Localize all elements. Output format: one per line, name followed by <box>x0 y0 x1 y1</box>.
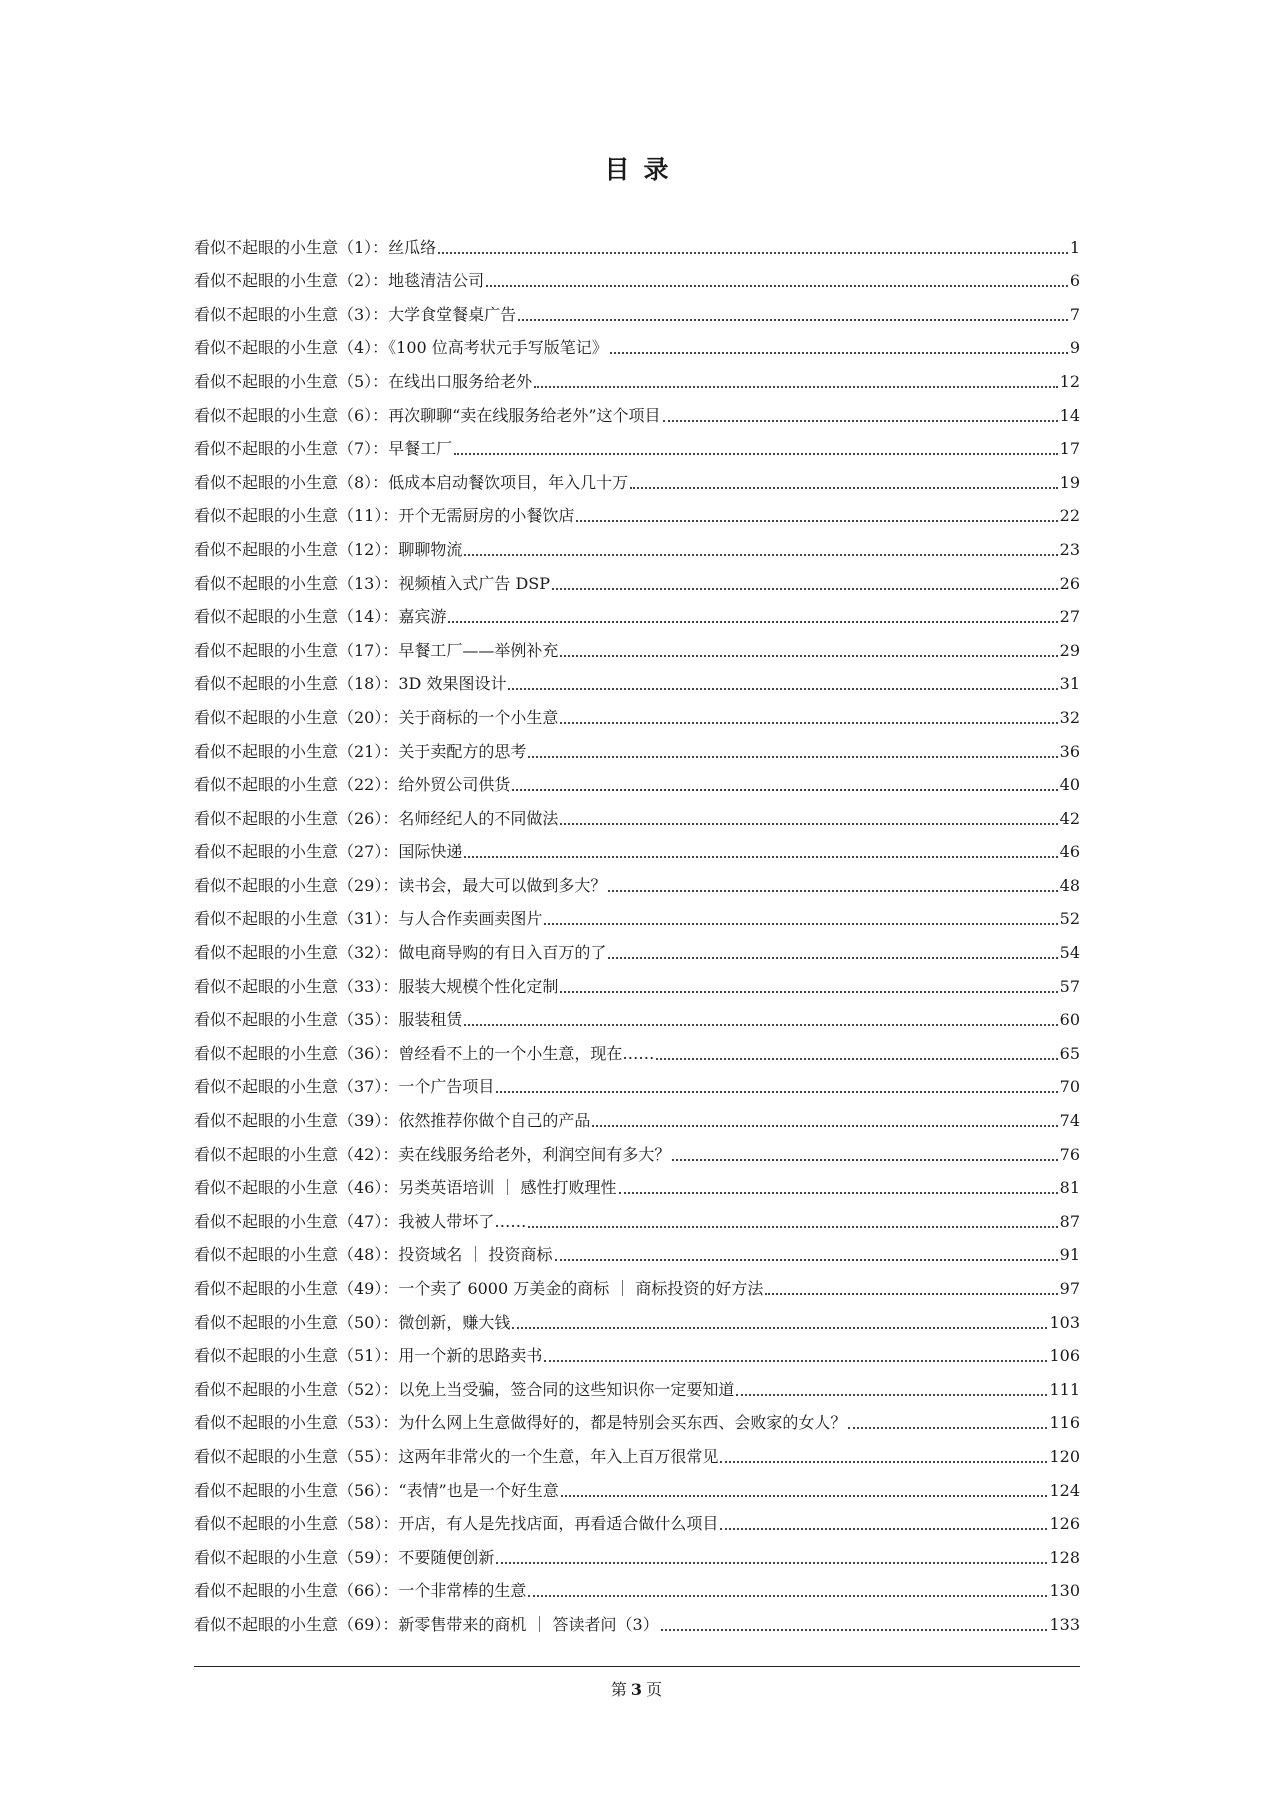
toc-entry[interactable] <box>194 1064 1080 1098</box>
toc-entry-title: 看似不起眼的小生意（22）：给外贸公司供货 <box>194 775 511 795</box>
toc-entry-title: 看似不起眼的小生意（26）：名师经纪人的不同做法 <box>194 808 559 828</box>
toc-entry[interactable] <box>194 459 1080 493</box>
toc-entry[interactable] <box>194 762 1080 796</box>
toc-dot-leader <box>610 351 1068 354</box>
toc-entry-title: 看似不起眼的小生意（48）：投资域名 ｜ 投资商标 <box>194 1245 553 1265</box>
toc-entry[interactable] <box>194 594 1080 628</box>
toc-entry[interactable] <box>194 694 1080 728</box>
toc-dot-leader <box>512 788 1057 791</box>
toc-entry-title: 看似不起眼的小生意（69）：新零售带来的商机 ｜ 答读者问（3） <box>194 1614 659 1634</box>
toc-dot-leader <box>848 1426 1047 1429</box>
toc-entry-title: 看似不起眼的小生意（50）：微创新，赚大钱 <box>194 1312 511 1332</box>
toc-entry-page-number: 52 <box>1059 909 1080 929</box>
toc-entry-page-number: 48 <box>1059 875 1080 895</box>
toc-dot-leader <box>512 1326 1047 1329</box>
toc-entry-page-number: 32 <box>1059 707 1080 727</box>
toc-dot-leader <box>608 956 1057 959</box>
toc-entry-title: 看似不起眼的小生意（17）：早餐工厂——举例补充 <box>194 640 559 660</box>
table-of-contents <box>194 224 1080 1635</box>
toc-dot-leader <box>464 1023 1057 1026</box>
toc-entry[interactable] <box>194 1299 1080 1333</box>
toc-entry-page-number: 40 <box>1059 775 1080 795</box>
toc-entry-title: 看似不起眼的小生意（32）：做电商导购的有日入百万的了 <box>194 943 607 963</box>
toc-entry[interactable] <box>194 1467 1080 1501</box>
toc-entry[interactable] <box>194 325 1080 359</box>
toc-entry[interactable] <box>194 627 1080 661</box>
toc-entry-page-number: 65 <box>1059 1043 1080 1063</box>
toc-entry-page-number: 120 <box>1049 1446 1080 1466</box>
toc-entry[interactable] <box>194 829 1080 863</box>
toc-entry-page-number: 130 <box>1049 1581 1080 1601</box>
toc-entry-title: 看似不起眼的小生意（3）：大学食堂餐桌广告 <box>194 304 517 324</box>
toc-entry-page-number: 124 <box>1049 1480 1080 1500</box>
toc-entry-title: 看似不起眼的小生意（59）：不要随便创新 <box>194 1547 495 1567</box>
toc-entry[interactable] <box>194 997 1080 1031</box>
toc-entry-page-number: 103 <box>1049 1312 1080 1332</box>
toc-entry-title: 看似不起眼的小生意（6）：再次聊聊“卖在线服务给老外”这个项目 <box>194 405 661 425</box>
toc-entry[interactable] <box>194 728 1080 762</box>
toc-entry-title: 看似不起眼的小生意（51）：用一个新的思路卖书 <box>194 1346 543 1366</box>
footer-prefix: 第 <box>610 1680 627 1699</box>
toc-entry-page-number: 126 <box>1049 1514 1080 1534</box>
toc-entry[interactable] <box>194 1097 1080 1131</box>
toc-entry-title: 看似不起眼的小生意（47）：我被人带坏了…… <box>194 1211 527 1231</box>
toc-dot-leader <box>619 1191 1058 1194</box>
toc-dot-leader <box>464 553 1057 556</box>
toc-entry[interactable] <box>194 1165 1080 1199</box>
toc-dot-leader <box>736 1393 1047 1396</box>
toc-dot-leader <box>528 1225 1057 1228</box>
toc-entry-title: 看似不起眼的小生意（4）：《100 位高考状元手写版笔记》 <box>194 338 608 358</box>
toc-entry[interactable] <box>194 426 1080 460</box>
toc-dot-leader <box>561 1494 1048 1497</box>
toc-entry[interactable] <box>194 1568 1080 1602</box>
toc-entry-title: 看似不起眼的小生意（42）：卖在线服务给老外，利润空间有多大？ <box>194 1144 671 1164</box>
toc-entry-title: 看似不起眼的小生意（55）：这两年非常火的一个生意，年入上百万很常见 <box>194 1446 719 1466</box>
toc-entry-page-number: 111 <box>1049 1379 1080 1399</box>
toc-dot-leader <box>528 1594 1047 1597</box>
toc-entry-page-number: 54 <box>1059 943 1080 963</box>
toc-entry-title: 看似不起眼的小生意（46）：另类英语培训 ｜ 感性打败理性 <box>194 1178 617 1198</box>
page-title: 目录 <box>604 155 683 184</box>
toc-dot-leader <box>672 1158 1057 1161</box>
toc-entry-title: 看似不起眼的小生意（20）：关于商标的一个小生意 <box>194 707 559 727</box>
toc-entry[interactable] <box>194 1198 1080 1232</box>
toc-entry[interactable] <box>194 661 1080 695</box>
toc-entry-title: 看似不起眼的小生意（13）：视频植入式广告 DSP <box>194 573 551 593</box>
toc-entry-title: 看似不起眼的小生意（66）：一个非常棒的生意 <box>194 1581 527 1601</box>
toc-entry-title: 看似不起眼的小生意（53）：为什么网上生意做得好的，都是特别会买东西、会败家的女人？ <box>194 1413 847 1433</box>
toc-entry-page-number: 23 <box>1059 539 1080 559</box>
toc-entry-title: 看似不起眼的小生意（29）：读书会，最大可以做到多大？ <box>194 875 607 895</box>
toc-entry-title: 看似不起眼的小生意（5）：在线出口服务给老外 <box>194 371 533 391</box>
toc-entry-page-number: 60 <box>1059 1010 1080 1030</box>
footer-page-number: 3 <box>630 1680 643 1699</box>
toc-entry-page-number: 46 <box>1059 842 1080 862</box>
toc-entry[interactable] <box>194 392 1080 426</box>
toc-entry[interactable] <box>194 795 1080 829</box>
toc-entry-page-number: 76 <box>1059 1144 1080 1164</box>
toc-entry-title: 看似不起眼的小生意（21）：关于卖配方的思考 <box>194 741 527 761</box>
toc-entry[interactable] <box>194 1131 1080 1165</box>
toc-entry-page-number: 128 <box>1049 1547 1080 1567</box>
toc-entry-title: 看似不起眼的小生意（8）：低成本启动餐饮项目，年入几十万 <box>194 472 629 492</box>
toc-entry-title: 看似不起眼的小生意（58）：开店，有人是先找店面，再看适合做什么项目 <box>194 1514 719 1534</box>
toc-entry-title: 看似不起眼的小生意（18）：3D 效果图设计 <box>194 674 507 694</box>
toc-dot-leader <box>544 1359 1047 1362</box>
toc-dot-leader <box>592 1124 1057 1127</box>
toc-dot-leader <box>448 620 1057 623</box>
toc-entry-title: 看似不起眼的小生意（39）：依然推荐你做个自己的产品 <box>194 1111 591 1131</box>
toc-entry[interactable] <box>194 258 1080 292</box>
toc-entry-title: 看似不起眼的小生意（52）：以免上当受骗，签合同的这些知识你一定要知道 <box>194 1379 735 1399</box>
toc-entry-page-number: 97 <box>1059 1279 1080 1298</box>
toc-entry[interactable] <box>194 1501 1080 1535</box>
toc-dot-leader <box>608 889 1057 892</box>
toc-entry-page-number: 133 <box>1049 1614 1080 1634</box>
toc-entry[interactable] <box>194 1265 1080 1299</box>
toc-entry[interactable] <box>194 1400 1080 1434</box>
toc-entry-page-number: 81 <box>1059 1178 1080 1198</box>
toc-entry-title: 看似不起眼的小生意（35）：服装租赁 <box>194 1010 463 1030</box>
toc-dot-leader <box>560 721 1057 724</box>
toc-dot-leader <box>544 922 1057 925</box>
toc-dot-leader <box>528 755 1057 758</box>
toc-entry[interactable] <box>194 1433 1080 1467</box>
toc-entry-page-number: 116 <box>1049 1413 1080 1433</box>
toc-entry-page-number: 27 <box>1059 607 1080 627</box>
toc-entry-page-number: 1 <box>1069 237 1080 257</box>
toc-dot-leader <box>508 687 1057 690</box>
toc-entry-page-number: 42 <box>1059 808 1080 828</box>
toc-entry-title: 看似不起眼的小生意（1）：丝瓜络 <box>194 237 437 257</box>
toc-dot-leader <box>720 1527 1047 1530</box>
toc-entry[interactable] <box>194 963 1080 997</box>
toc-entry[interactable] <box>194 1333 1080 1367</box>
toc-entry-title: 看似不起眼的小生意（11）：开个无需厨房的小餐饮店 <box>194 506 575 526</box>
toc-entry[interactable] <box>194 1534 1080 1568</box>
toc-dot-leader <box>560 990 1057 993</box>
toc-entry[interactable] <box>194 1366 1080 1400</box>
toc-entry[interactable] <box>194 862 1080 896</box>
toc-entry-title: 看似不起眼的小生意（33）：服装大规模个性化定制 <box>194 976 559 996</box>
toc-entry-page-number: 57 <box>1059 976 1080 996</box>
toc-entry-title: 看似不起眼的小生意（14）：嘉宾游 <box>194 607 447 627</box>
toc-entry-page-number: 36 <box>1059 741 1080 761</box>
toc-entry-page-number: 74 <box>1059 1111 1080 1131</box>
toc-entry-page-number: 12 <box>1059 371 1080 391</box>
toc-entry-title: 看似不起眼的小生意（36）：曾经看不上的一个小生意，现在…… <box>194 1043 655 1063</box>
toc-entry-page-number: 31 <box>1059 674 1080 694</box>
toc-entry-title: 看似不起眼的小生意（27）：国际快递 <box>194 842 463 862</box>
toc-dot-leader <box>560 654 1057 657</box>
toc-entry-title: 看似不起眼的小生意（2）：地毯清洁公司 <box>194 271 485 291</box>
toc-entry-page-number: 26 <box>1059 573 1080 593</box>
toc-dot-leader <box>663 419 1058 422</box>
toc-entry[interactable] <box>194 526 1080 560</box>
toc-dot-leader <box>555 1258 1058 1261</box>
toc-entry-page-number: 106 <box>1049 1346 1080 1366</box>
footer-suffix: 页 <box>646 1680 663 1699</box>
toc-dot-leader <box>454 452 1057 455</box>
toc-dot-leader <box>464 855 1057 858</box>
toc-dot-leader <box>765 1292 1057 1295</box>
toc-dot-leader <box>496 1561 1047 1564</box>
toc-entry-page-number: 87 <box>1059 1211 1080 1231</box>
toc-entry-page-number: 17 <box>1059 439 1080 459</box>
toc-entry-page-number: 19 <box>1059 472 1080 492</box>
toc-entry-page-number: 29 <box>1059 640 1080 660</box>
toc-entry-page-number: 14 <box>1059 405 1080 425</box>
toc-dot-leader <box>720 1460 1047 1463</box>
toc-entry-page-number: 6 <box>1069 271 1080 291</box>
toc-entry[interactable] <box>194 1030 1080 1064</box>
toc-entry[interactable] <box>194 358 1080 392</box>
toc-dot-leader <box>661 1628 1048 1631</box>
toc-entry[interactable] <box>194 929 1080 963</box>
toc-entry-title: 看似不起眼的小生意（7）：早餐工厂 <box>194 439 453 459</box>
toc-entry-title: 看似不起眼的小生意（12）：聊聊物流 <box>194 539 463 559</box>
toc-entry-title: 看似不起眼的小生意（31）：与人合作卖画卖图片 <box>194 909 543 929</box>
toc-entry[interactable] <box>194 1601 1080 1635</box>
toc-dot-leader <box>438 251 1068 254</box>
toc-entry[interactable] <box>194 493 1080 527</box>
toc-entry[interactable] <box>194 291 1080 325</box>
toc-entry-page-number: 22 <box>1059 506 1080 526</box>
toc-entry-page-number: 70 <box>1059 1077 1080 1097</box>
toc-dot-leader <box>552 587 1058 590</box>
toc-entry-page-number: 91 <box>1059 1245 1080 1265</box>
toc-entry-page-number: 7 <box>1069 304 1080 324</box>
toc-dot-leader <box>534 385 1057 388</box>
toc-dot-leader <box>576 519 1057 522</box>
toc-dot-leader <box>486 284 1068 287</box>
footer-divider <box>194 1666 1080 1667</box>
toc-entry[interactable] <box>194 896 1080 930</box>
toc-dot-leader <box>656 1057 1057 1060</box>
toc-dot-leader <box>560 822 1057 825</box>
toc-entry-page-number: 9 <box>1069 338 1080 358</box>
toc-dot-leader <box>496 1090 1057 1093</box>
toc-entry-title: 看似不起眼的小生意（37）：一个广告项目 <box>194 1077 495 1097</box>
toc-entry[interactable] <box>194 224 1080 258</box>
toc-entry-title: 看似不起眼的小生意（49）：一个卖了 6000 万美金的商标 ｜ 商标投资的好方法 <box>194 1279 764 1298</box>
toc-entry[interactable] <box>194 1232 1080 1266</box>
toc-dot-leader <box>518 318 1068 321</box>
toc-dot-leader <box>630 486 1057 489</box>
page-footer <box>0 1680 1273 1700</box>
toc-entry-title: 看似不起眼的小生意（56）：“表情”也是一个好生意 <box>194 1480 559 1500</box>
toc-entry[interactable] <box>194 560 1080 594</box>
